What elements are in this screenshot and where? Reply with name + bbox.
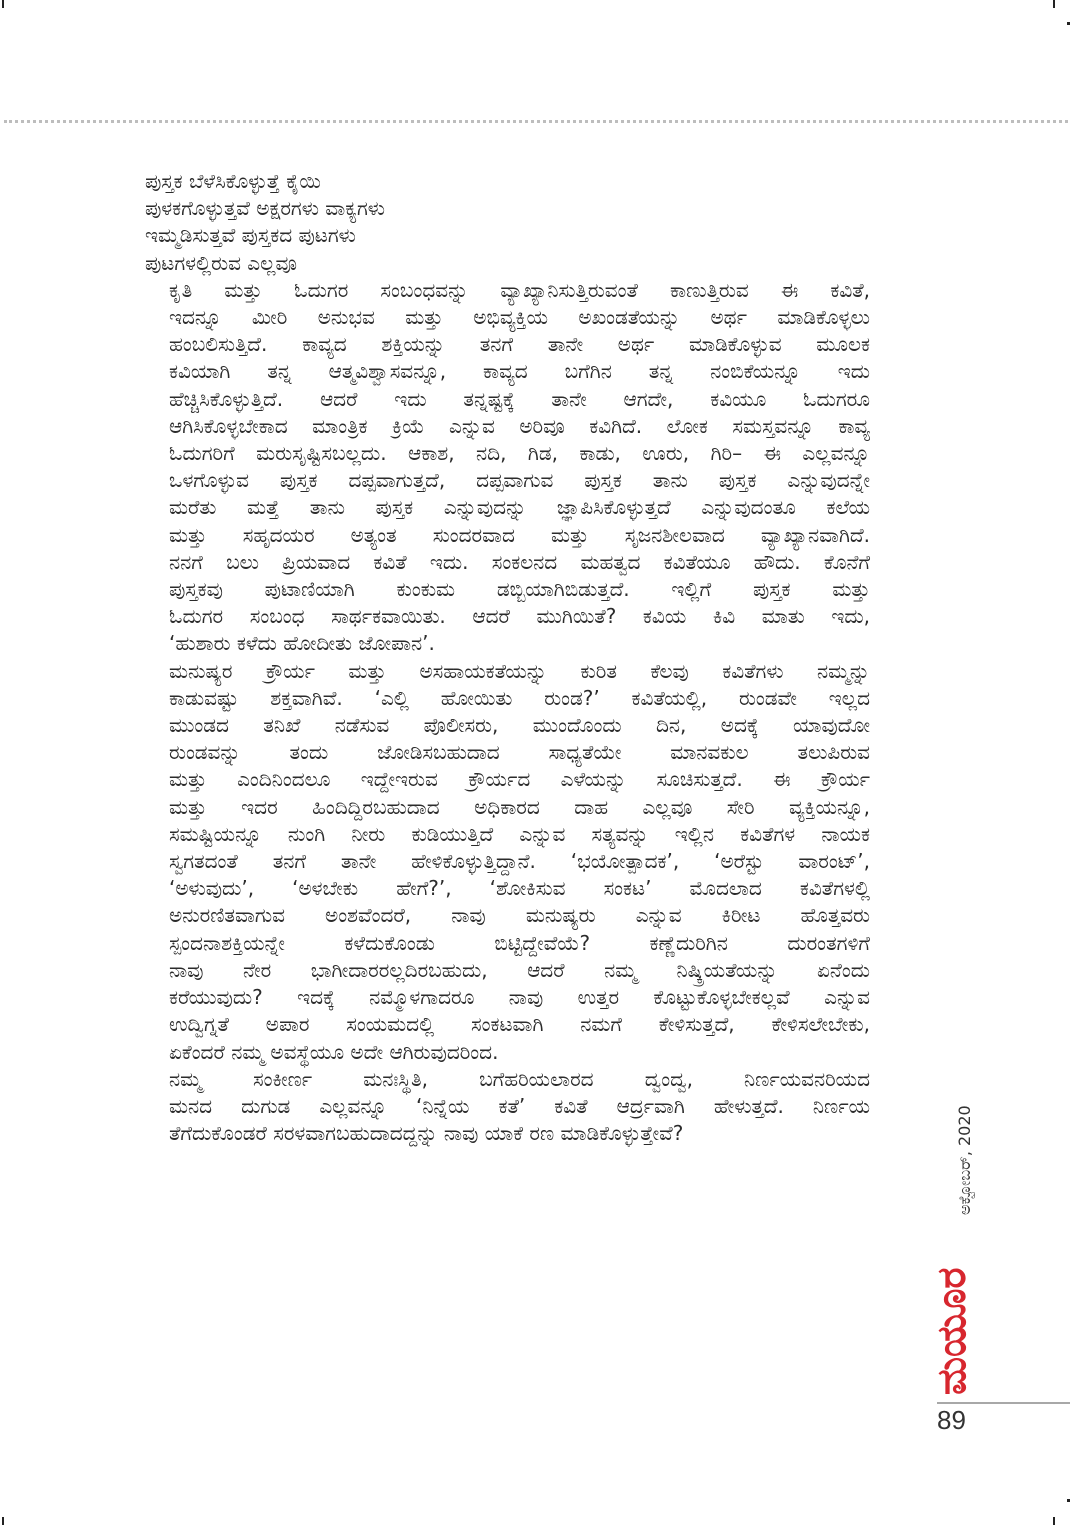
paragraph-line: ಓದುಗರ ಸಂಬಂಧ ಸಾರ್ಥಕವಾಯಿತು. ಆದರೆ ಮುಗಿಯಿತೆ? ಕವಿಯ ಕಿವಿ ಮಾತು ಇದು, [169, 604, 870, 629]
crop-mark-bottom-left [2, 1517, 4, 1525]
paragraph-line: ಮತ್ತು ಸಹೃದಯರ ಅತ್ಯಂತ ಸುಂದರವಾದ ಮತ್ತು ಸೃಜನಶೀಲವಾದ ವ್ಯಾಖ್ಯಾನವಾಗಿದೆ. [169, 522, 870, 547]
article-body [145, 168, 870, 1147]
page-number-rule [937, 1402, 1070, 1404]
paragraph-line: ಉದ್ವಿಗ್ನತೆ ಅಪಾರ ಸಂಯಮದಲ್ಲಿ ಸಂಕಟವಾಗಿ ನಮಗೆ ಕೇಳಿಸುತ್ತದೆ, ಕೇಳಿಸಲೇಬೇಕು, [169, 1012, 870, 1037]
poem-line: ಪುಸ್ತಕ ಬೆಳೆಸಿಕೊಳ್ಳುತ್ತೆ ಕೈಯಿ [145, 169, 321, 193]
paragraph [145, 1066, 870, 1148]
crop-mark-top-left [2, 0, 4, 8]
paragraph-line: ಮರೆತು ಮತ್ತೆ ತಾನು ಪುಸ್ತಕ ಎನ್ನುವುದನ್ನು ಜ್ಞಾಪಿಸಿಕೊಳ್ಳುತ್ತದೆ ಎನ್ನುವುದಂತೂ ಕಲೆಯ [169, 495, 870, 520]
paragraph-line: ಇದನ್ನೂ ಮೀರಿ ಅನುಭವ ಮತ್ತು ಅಭಿವ್ಯಕ್ತಿಯ ಅಖಂಡತೆಯನ್ನು ಅರ್ಥ ಮಾಡಿಕೊಳ್ಳಲು [169, 305, 870, 330]
paragraph-line: ನಾವು ನೇರ ಭಾಗೀದಾರರಲ್ಲದಿರಬಹುದು, ಆದರೆ ನಮ್ಮ ನಿಷ್ಕ್ರಿಯತೆಯನ್ನು ಏನೆಂದು [169, 957, 870, 982]
paragraph-line: ಮತ್ತು ಇದರ ಹಿಂದಿದ್ದಿರಬಹುದಾದ ಅಧಿಕಾರದ ದಾಹ ಎಲ್ಲವೂ ಸೇರಿ ವ್ಯಕ್ತಿಯನ್ನೂ, [169, 794, 870, 819]
paragraph-line: ಅನುರಣಿತವಾಗುವ ಅಂಶವೆಂದರೆ, ನಾವು ಮನುಷ್ಯರು ಎನ್ನುವ ಕಿರೀಟ ಹೊತ್ತವರು [169, 903, 870, 928]
magazine-logo [925, 1245, 975, 1395]
paragraph-line: ಏಕೆಂದರೆ ನಮ್ಮ ಅವಸ್ಥೆಯೂ ಅದೇ ಆಗಿರುವುದರಿಂದ. [169, 1039, 499, 1064]
paragraph-line: ಮನದ ದುಗುಡ ಎಲ್ಲವನ್ನೂ ‘ನಿನ್ನೆಯ ಕತೆ’ ಕವಿತೆ ಆರ್ದ್ರವಾಗಿ ಹೇಳುತ್ತದೆ. ನಿರ್ಣಯ [169, 1093, 870, 1118]
paragraph-line: ‘ಹುಶಾರು ಕಳೆದು ಹೋದೀತು ಜೋಪಾನ’. [169, 631, 435, 656]
paragraph-line: ಸಮಷ್ಟಿಯನ್ನೂ ನುಂಗಿ ನೀರು ಕುಡಿಯುತ್ತಿದೆ ಎನ್ನುವ ಸತ್ಯವನ್ನು ಇಲ್ಲಿನ ಕವಿತೆಗಳ ನಾಯಕ [169, 821, 870, 846]
crop-mark-right-top [1067, 22, 1070, 25]
issue-date [925, 1075, 985, 1215]
crop-mark-right-bottom [1067, 1499, 1070, 1502]
paragraph-line: ಮುಂಡದ ತನಿಖೆ ನಡೆಸುವ ಪೊಲೀಸರು, ಮುಂದೊಂದು ದಿನ, ಅದಕ್ಕೆ ಯಾವುದೋ [169, 713, 870, 738]
paragraph [145, 658, 870, 1066]
paragraph-line: ಪುಸ್ತಕವು ಪುಟಾಣಿಯಾಗಿ ಕುಂಕುಮ ಡಬ್ಬಿಯಾಗಿಬಿಡುತ್ತದೆ. ಇಲ್ಲಿಗೆ ಪುಸ್ತಕ ಮತ್ತು [169, 577, 870, 602]
paragraph-line: ಕೃತಿ ಮತ್ತು ಓದುಗರ ಸಂಬಂಧವನ್ನು ವ್ಯಾಖ್ಯಾನಿಸುತ್ತಿರುವಂತೆ ಕಾಣುತ್ತಿರುವ ಈ ಕವಿತೆ, [169, 277, 870, 302]
paragraph-line: ಸ್ಪಂದನಾಶಕ್ತಿಯನ್ನೇ ಕಳೆದುಕೊಂಡು ಬಿಟ್ಟಿದ್ದೇವೆಯೆ? ಕಣ್ಣೆದುರಿಗಿನ ದುರಂತಗಳಿಗೆ [169, 930, 870, 955]
paragraph-line: ಆಗಿಸಿಕೊಳ್ಳಬೇಕಾದ ಮಾಂತ್ರಿಕ ಕ್ರಿಯೆ ಎನ್ನುವ ಅರಿವೂ ಕವಿಗಿದೆ. ಲೋಕ ಸಮಸ್ತವನ್ನೂ ಕಾವ್ಯ [169, 413, 870, 438]
paragraph-line: ಸ್ವಗತದಂತೆ ತನಗೆ ತಾನೇ ಹೇಳಿಕೊಳ್ಳುತ್ತಿದ್ದಾನೆ. ‘ಭಯೋತ್ಪಾದಕ’, ‘ಅರೆಸ್ಟು ವಾರಂಟ್’, [169, 849, 870, 874]
paragraph-line: ಕವಿಯಾಗಿ ತನ್ನ ಆತ್ಮವಿಶ್ವಾಸವನ್ನೂ, ಕಾವ್ಯದ ಬಗೆಗಿನ ತನ್ನ ನಂಬಿಕೆಯನ್ನೂ ಇದು [169, 359, 870, 384]
paragraph-line: ಕರೆಯುವುದು? ಇದಕ್ಕೆ ನಮ್ಮೊಳಗಾದರೂ ನಾವು ಉತ್ತರ ಕೊಟ್ಟುಕೊಳ್ಳಬೇಕಲ್ಲವೆ ಎನ್ನುವ [169, 985, 870, 1010]
paragraph-line: ಮತ್ತು ಎಂದಿನಿಂದಲೂ ಇದ್ದೇಇರುವ ಕ್ರೌರ್ಯದ ಎಳೆಯನ್ನು ಸೂಚಿಸುತ್ತದೆ. ಈ ಕ್ರೌರ್ಯ [169, 767, 870, 792]
paragraph [145, 277, 870, 658]
paragraphs [145, 277, 870, 1148]
crop-mark-top-right [1053, 0, 1055, 8]
paragraph-line: ಓದುಗರಿಗೆ ಮರುಸೃಷ್ಟಿಸಬಲ್ಲದು. ಆಕಾಶ, ನದಿ, ಗಿಡ, ಕಾಡು, ಊರು, ಗಿರಿ– ಈ ಎಲ್ಲವನ್ನೂ [169, 441, 870, 466]
paragraph-line: ಹಂಬಲಿಸುತ್ತಿದೆ. ಕಾವ್ಯದ ಶಕ್ತಿಯನ್ನು ತನಗೆ ತಾನೇ ಅರ್ಥ ಮಾಡಿಕೊಳ್ಳುವ ಮೂಲಕ [169, 332, 870, 357]
poem-line: ಪುಟಗಳಲ್ಲಿರುವ ಎಲ್ಲವೂ [145, 250, 298, 275]
poem-line: ಪುಳಕಗೊಳ್ಳುತ್ತವೆ ಅಕ್ಷರಗಳು ವಾಕ್ಯಗಳು [145, 196, 385, 221]
paragraph-line: ಹೆಚ್ಚಿಸಿಕೊಳ್ಳುತ್ತಿದೆ. ಆದರೆ ಇದು ತನ್ನಷ್ಟಕ್ಕೆ ತಾನೇ ಆಗದೇ, ಕವಿಯೂ ಓದುಗರೂ [169, 386, 870, 411]
paragraph-line: ಒಳಗೊಳ್ಳುವ ಪುಸ್ತಕ ದಪ್ಪವಾಗುತ್ತದೆ, ದಪ್ಪವಾಗುವ ಪುಸ್ತಕ ತಾನು ಪುಸ್ತಕ ಎನ್ನುವುದನ್ನೇ [169, 468, 870, 493]
header-dotted-rule [4, 120, 1068, 123]
paragraph-line: ರುಂಡವನ್ನು ತಂದು ಜೋಡಿಸಬಹುದಾದ ಸಾಧ್ಯತೆಯೇ ಮಾನವಕುಲ ತಲುಪಿರುವ [169, 740, 870, 765]
paragraph-line: ನನಗೆ ಬಲು ಪ್ರಿಯವಾದ ಕವಿತೆ ಇದು. ಸಂಕಲನದ ಮಹತ್ವದ ಕವಿತೆಯೂ ಹೌದು. ಕೊನೆಗೆ [169, 549, 870, 574]
paragraph-line: ತೆಗೆದುಕೊಂಡರೆ ಸರಳವಾಗಬಹುದಾದದ್ದನ್ನು ನಾವು ಯಾಕೆ ರಣ ಮಾಡಿಕೊಳ್ಳುತ್ತೇವೆ? [169, 1121, 684, 1146]
paragraph-line: ಕಾಡುವಷ್ಟು ಶಕ್ತವಾಗಿವೆ. ‘ಎಲ್ಲಿ ಹೋಯಿತು ರುಂಡ?’ ಕವಿತೆಯಲ್ಲಿ, ರುಂಡವೇ ಇಲ್ಲದ [169, 685, 870, 710]
paragraph-line: ‘ಅಳುವುದು’, ‘ಅಳಬೇಕು ಹೇಗೆ?’, ‘ಶೋಕಿಸುವ ಸಂಕಟ’ ಮೊದಲಾದ ಕವಿತೆಗಳಲ್ಲಿ [169, 876, 870, 901]
poem-line: ಇಮ್ಮಡಿಸುತ್ತವೆ ಪುಸ್ತಕದ ಪುಟಗಳು [145, 223, 356, 248]
poem-excerpt [145, 168, 870, 277]
crop-mark-bottom-right [1053, 1517, 1055, 1525]
paragraph-line: ಮನುಷ್ಯರ ಕ್ರೌರ್ಯ ಮತ್ತು ಅಸಹಾಯಕತೆಯನ್ನು ಕುರಿತ ಕೆಲವು ಕವಿತೆಗಳು ನಮ್ಮನ್ನು [169, 658, 870, 683]
paragraph-line: ನಮ್ಮ ಸಂಕೀರ್ಣ ಮನಃಸ್ಥಿತಿ, ಬಗೆಹರಿಯಲಾರದ ದ್ವಂದ್ವ, ನಿರ್ಣಯವನರಿಯದ [169, 1066, 870, 1091]
magazine-logo-text: ಮಯೂರ [929, 1267, 975, 1395]
page-number: 89 [937, 1405, 966, 1435]
issue-date-text: ಅಕ್ಟೋಬರ್, 2020 [955, 1105, 974, 1215]
